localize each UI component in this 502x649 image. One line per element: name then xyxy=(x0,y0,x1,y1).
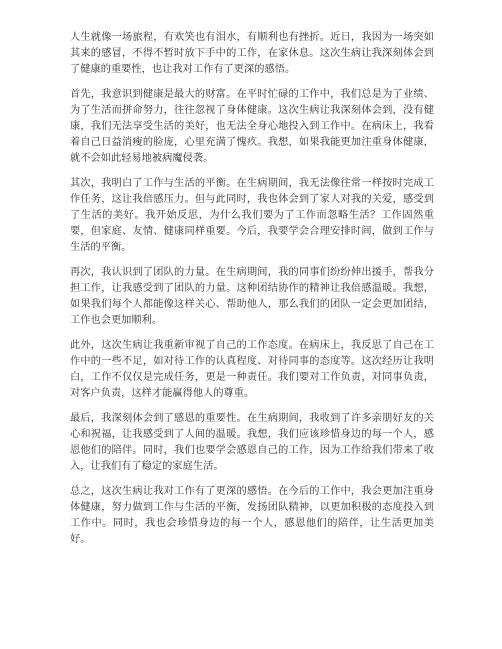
paragraph-4: 再次，我认识到了团队的力量。在生病期间，我的同事们纷纷伸出援手，帮我分担工作，让我感受到了团队的力量。这种团结协作的精神让我倍感温暖。我想，如果我们每个人都能像这样关心、帮助他人，那么我们的团队一定会更加团结，工作也会更加顺利。 xyxy=(70,267,434,326)
paragraph-2: 首先，我意识到健康是最大的财富。在平时忙碌的工作中，我们总是为了业绩、为了生活而拼命努力，往往忽视了身体健康。这次生病让我深刻体会到，没有健康，我们无法享受生活的美好，也无法全身心地投入到工作中。在病床上，我看着自己日益消瘦的脸庞，心里充满了愧疚。我想，如果我能更加注重身体健康，就不会如此轻易地被病魔侵袭。 xyxy=(70,89,434,164)
paragraph-7: 总之，这次生病让我对工作有了更深的感悟。在今后的工作中，我会更加注重身体健康，努力做到工作与生活的平衡，发扬团队精神，以更加积极的态度投入到工作中。同时，我也会珍惜身边的每一个人，感恩他们的陪伴，让生活更加美好。 xyxy=(70,486,434,545)
document-body xyxy=(70,30,434,557)
paragraph-3: 其次，我明白了工作与生活的平衡。在生病期间，我无法像往常一样按时完成工作任务，这让我倍感压力。但与此同时，我也体会到了家人对我的关爱，感受到了生活的美好。我开始反思，为什么我们要为了工作而忽略生活？工作固然重要，但家庭、友情、健康同样重要。今后，我要学会合理安排时间，做到工作与生活的平衡。 xyxy=(70,178,434,253)
paragraph-5: 此外，这次生病让我重新审视了自己的工作态度。在病床上，我反思了自己在工作中的一些不足，如对待工作的认真程度、对待同事的态度等。这次经历让我明白，工作不仅仅是完成任务，更是一种责任。我们要对工作负责，对同事负责，对客户负责，这样才能赢得他人的尊重。 xyxy=(70,340,434,399)
paragraph-6: 最后，我深刻体会到了感恩的重要性。在生病期间，我收到了许多亲朋好友的关心和祝福，让我感受到了人间的温暖。我想，我们应该珍惜身边的每一个人，感恩他们的陪伴。同时，我们也要学会感恩自己的工作，因为工作给我们带来了收入，让我们有了稳定的家庭生活。 xyxy=(70,413,434,472)
paragraph-1: 人生就像一场旅程，有欢笑也有泪水，有顺利也有挫折。近日，我因为一场突如其来的感冒，不得不暂时放下手中的工作，在家休息。这次生病让我深刻体会到了健康的重要性，也让我对工作有了更深的感悟。 xyxy=(70,32,434,75)
